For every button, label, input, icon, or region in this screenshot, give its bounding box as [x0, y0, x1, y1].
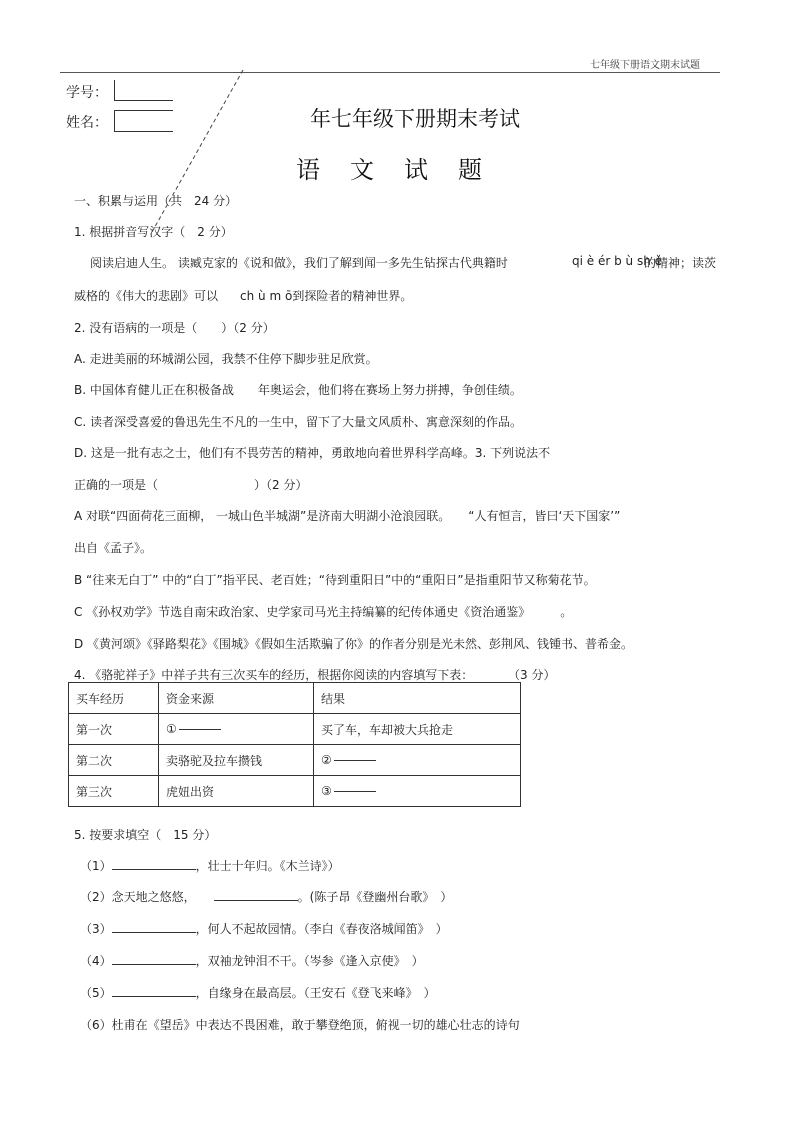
question-2-stem: 2. 没有语病的一项是（ ）（2 分） [74, 321, 275, 335]
question-4-stem: 4. 《骆驼祥子》中祥子共有三次买车的经历，根据你阅读的内容填写下表： [74, 668, 474, 682]
item-number: （4） [80, 954, 112, 968]
answer-blank[interactable] [112, 932, 196, 933]
answer-blank [334, 760, 376, 761]
circled-number: ① [166, 722, 177, 736]
answer-blank[interactable] [112, 964, 196, 965]
q1-text: 威格的《伟大的悲剧》可以 [74, 289, 219, 303]
title-char: 题 [458, 156, 482, 184]
fill-item-2 [80, 888, 452, 905]
q3-option-a-cont: 出自《孟子》。 [74, 541, 153, 555]
question-5-stem: 5. 按要求填空（ 15 分） [74, 828, 217, 842]
item-text: ，双袖龙钟泪不干。（岑参《逢入京使》 ） [195, 954, 424, 968]
section-heading: 一、积累与运用（共 24 分） [74, 194, 238, 208]
answer-blank[interactable] [214, 900, 298, 901]
q1-text-end: 的精神；读茨 [644, 256, 717, 270]
circled-number: ② [321, 753, 332, 767]
item-number: （3） [80, 922, 112, 936]
answer-blank[interactable] [112, 996, 196, 997]
table-row [69, 745, 521, 776]
question-1-line2 [74, 287, 412, 304]
question-3-stem: 正确的一项是（ ）（2 分） [74, 478, 308, 492]
answer-blank [334, 791, 376, 792]
fill-item-6: （6）杜甫在《望岳》中表达不畏困难，敢于攀登绝顶，俯视一切的雄心壮志的诗句 [80, 1018, 520, 1032]
title-char: 语 [296, 156, 320, 184]
table-cell: 卖骆驼及拉车攒钱 [159, 745, 314, 776]
running-header: 七年级下册语文期末试题 [590, 60, 700, 71]
table-row [69, 714, 521, 745]
item-text: ，何人不起故园情。（李白《春夜洛城闻笛》 ） [195, 922, 448, 936]
q1-text: 阅读启迪人生。 读臧克家的《说和做》，我们了解到闻一多先生钻探古代典籍时 [90, 256, 508, 270]
student-name-label: 姓名： [66, 115, 108, 131]
fill-item-3 [80, 920, 448, 937]
question-1-line1 [90, 254, 508, 271]
item-text: ，壮士十年归。《木兰诗》） [195, 859, 340, 873]
table-cell: 第一次 [69, 714, 159, 745]
table-header: 资金来源 [159, 683, 314, 714]
q3-option-a: A 对联“四面荷花三面柳， 一城山色半城湖”是济南大明湖小沧浪园联。 “人有恒言，皆曰‘天下国家’” [74, 509, 621, 523]
table-cell: 第二次 [69, 745, 159, 776]
title-char: 试 [404, 156, 428, 184]
pinyin-1: qi è ér b ù sh ě [572, 254, 662, 268]
answer-blank[interactable] [112, 869, 196, 870]
item-number: （1） [80, 859, 112, 873]
q2-option-a: A. 走进美丽的环城湖公园，我禁不住停下脚步驻足欣赏。 [74, 352, 378, 366]
table-header: 买车经历 [69, 683, 159, 714]
answer-cell[interactable] [314, 776, 521, 807]
question-1-stem: 1. 根据拼音写汉字（ 2 分） [74, 225, 233, 239]
table-header-row [69, 683, 521, 714]
circled-number: ③ [321, 784, 332, 798]
q3-option-c: C 《孙权劝学》节选自南宋政治家、史学家司马光主持编纂的纪传体通史《资治通鉴》 。 [74, 605, 573, 619]
question-4-score: （3 分） [508, 668, 556, 682]
table-row [69, 776, 521, 807]
item-number: （5） [80, 986, 112, 1000]
student-id-label: 学号： [66, 85, 108, 101]
table-header: 结果 [314, 683, 521, 714]
q2-option-c: C. 读者深受喜爱的鲁迅先生不凡的一生中，留下了大量文风质朴、寓意深刻的作品。 [74, 415, 523, 429]
answer-blank [179, 729, 221, 730]
item-text: ，自缘身在最高层。（王安石《登飞来峰》 ） [195, 986, 436, 1000]
exam-title: 年七年级下册期末考试 [310, 107, 520, 131]
subject-title [296, 150, 512, 185]
q3-option-b: B “往来无白丁” 中的“白丁”指平民、老百姓；“待到重阳日”中的“重阳日”是指重阳节又称菊花节。 [74, 573, 596, 587]
fill-item-5 [80, 984, 436, 1001]
q2-option-b: B. 中国体育健儿正在积极备战 年奥运会，他们将在赛场上努力拼搏，争创佳绩。 [74, 383, 522, 397]
answer-cell[interactable] [159, 714, 314, 745]
q1-text: 到探险者的精神世界。 [292, 289, 413, 303]
fill-item-1 [80, 857, 340, 874]
table-cell: 第三次 [69, 776, 159, 807]
item-number: （2）念天地之悠悠， [80, 890, 196, 904]
student-id-field[interactable] [114, 80, 173, 101]
q3-option-d: D 《黄河颂》《驿路梨花》《围城》《假如生活欺骗了你》的作者分别是光未然、彭荆风、钱锺书、普希金。 [74, 637, 634, 651]
table-cell: 虎妞出资 [159, 776, 314, 807]
purchase-table [68, 682, 521, 807]
student-name-field[interactable] [114, 110, 173, 132]
pinyin-2: ch ù m ō [240, 289, 293, 303]
answer-cell[interactable] [314, 745, 521, 776]
fill-item-4 [80, 952, 424, 969]
title-char: 文 [350, 156, 374, 184]
q2-option-d: D. 这是一批有志之士，他们有不畏劳苦的精神，勇敢地向着世界科学高峰。3. 下列说法不 [74, 446, 551, 460]
table-cell: 买了车，车却被大兵抢走 [314, 714, 521, 745]
item-text: 。(陈子昂《登幽州台歌》 ） [297, 890, 453, 904]
